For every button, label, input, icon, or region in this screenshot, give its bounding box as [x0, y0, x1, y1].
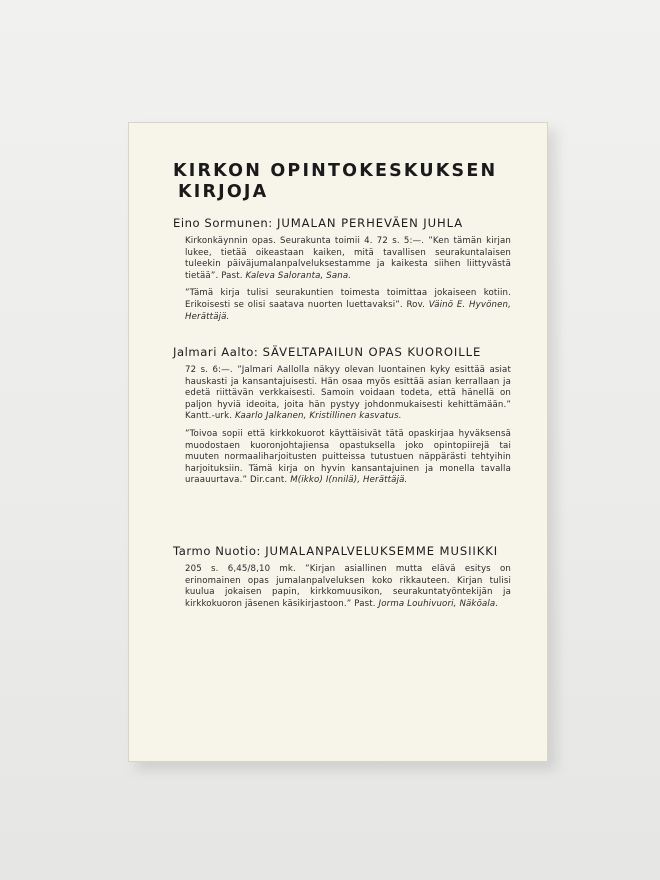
paragraph-source: Väinö E. Hyvönen, Herättäjä. [185, 299, 511, 322]
paragraph-text: ”Toivoa sopii että kirkkokuorot käyttäisivät tätä opaskirjaa hyväksensä muodostaen kuoronjohtajiensa opastuksella joko opintopiirejä tai muuten normaaliharjoitusten puitteissa tutustuen näppärästi tehtyihin harjoituksiin. Tämä kirja on hyvin kansantajuinen ja monella tavalla uraauurtava.” Dir.cant. [185, 428, 511, 486]
book-entry-aalto [173, 345, 511, 493]
book-entry-sormunen [173, 216, 511, 329]
book-entry-nuotio [173, 544, 511, 616]
entry-title: SÄVELTAPAILUN OPAS KUOROILLE [262, 345, 482, 359]
paragraph-source: M(ikko) I(nnilä), Herättäjä. [290, 475, 408, 486]
entry-body [185, 365, 511, 487]
entry-paragraph [185, 564, 511, 610]
entry-author: Eino Sormunen: [173, 216, 273, 230]
paragraph-text: 72 s. 6:—. ”Jalmari Aallolla näkyy olevan luontainen kyky esittää asiat hauskasti ja kansantajuisesti. Hän osaa myös esittää asian kerrallaan ja edetä riittävän verkkaisesti. Samoin voidaan todeta, että hänellä on paljon hyviä ideoita, joita hän pystyy johdonmukaisesti kehittämään.” Kantt.-urk. [185, 365, 511, 422]
entry-author: Tarmo Nuotio: [173, 544, 261, 558]
entry-paragraph [185, 288, 511, 323]
cover-heading [173, 161, 497, 203]
entry-body [185, 236, 511, 323]
entry-author: Jalmari Aalto: [173, 345, 259, 359]
paragraph-text: ”Tämä kirja tulisi seurakuntien toimesta toimittaa jokaiseen kotiin. Erikoisesti se olisi saatava nuorten luettavaksi”. Rov. [185, 288, 511, 310]
entry-header [173, 216, 511, 230]
entry-header [173, 544, 511, 558]
entry-paragraph [185, 429, 511, 487]
entry-body [185, 564, 511, 610]
heading-line-1: KIRKON OPINTOKESKUKSEN [173, 161, 498, 181]
paragraph-source: Jorma Louhivuori, Näköala. [378, 598, 499, 609]
paragraph-text: 205 s. 6,45/8,10 mk. ”Kirjan asiallinen mutta elävä esitys on erinomainen opas jumalanpalveluksen koko rikkauteen. Kirjan tulisi kuulua jokaisen papin, kirkkomuusikon, seurakuntatyöntekijän ja kirkkokuoron jäsenen käsikirjastoon.” Past. [185, 564, 511, 609]
entry-header [173, 345, 511, 359]
book-back-cover [128, 122, 548, 762]
entry-title: JUMALANPALVELUKSEMME MUSIIKKI [265, 544, 499, 558]
entry-paragraph [185, 236, 511, 282]
paragraph-source: Kaarlo Jalkanen, Kristillinen kasvatus. [235, 411, 402, 422]
entry-paragraph [185, 365, 511, 423]
entry-title: JUMALAN PERHEVÄEN JUHLA [277, 216, 464, 230]
paragraph-text: Kirkonkäynnin opas. Seurakunta toimii 4. 72 s. 5:—. ”Ken tämän kirjan lukee, tietää oikeastaan kaiken, mitä tavallisen seurakuntalaisen tuleekin päiväjumalanpalveluksestamme ja kaikesta siihen liittyvästä tietää”. Past. [185, 236, 511, 281]
heading-line-2: KIRJOJA [178, 182, 269, 202]
paragraph-source: Kaleva Saloranta, Sana. [245, 270, 352, 281]
